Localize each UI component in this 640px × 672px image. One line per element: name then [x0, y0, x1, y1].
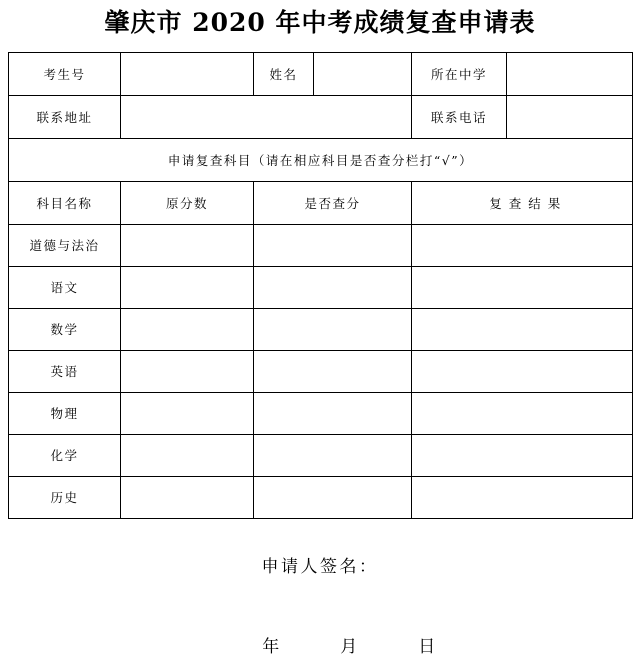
header-recheck-flag: 是否查分 — [254, 182, 412, 225]
recheck-flag-cell[interactable] — [254, 225, 412, 267]
table-row — [9, 393, 633, 435]
phone-label: 联系电话 — [412, 96, 507, 139]
candidate-no-field[interactable] — [121, 53, 254, 96]
table-row — [9, 309, 633, 351]
candidate-no-label: 考生号 — [9, 53, 121, 96]
table-row — [9, 351, 633, 393]
subject-name-cell: 语文 — [9, 267, 121, 309]
date-label: 年 月 日 — [262, 637, 438, 657]
address-field[interactable] — [121, 96, 412, 139]
signature-label: 申请人签名： — [261, 557, 379, 577]
subject-name-cell: 道德与法治 — [9, 225, 121, 267]
recheck-flag-cell[interactable] — [254, 351, 412, 393]
recheck-flag-cell[interactable] — [254, 393, 412, 435]
page-title: 肇庆市 2020 年中考成绩复查申请表 — [104, 8, 536, 37]
recheck-result-cell[interactable] — [412, 351, 633, 393]
recheck-flag-cell[interactable] — [254, 477, 412, 519]
original-score-cell[interactable] — [121, 393, 254, 435]
recheck-result-cell[interactable] — [412, 225, 633, 267]
recheck-result-cell[interactable] — [412, 267, 633, 309]
original-score-cell[interactable] — [121, 435, 254, 477]
phone-field[interactable] — [507, 96, 633, 139]
original-score-cell[interactable] — [121, 477, 254, 519]
school-field[interactable] — [507, 53, 633, 96]
table-row — [9, 225, 633, 267]
table-row-contact-info — [9, 96, 633, 139]
instruction-text: 申请复查科目（请在相应科目是否查分栏打“√”） — [9, 139, 633, 182]
table-row-candidate-info — [9, 53, 633, 96]
table-row — [9, 435, 633, 477]
application-form-table — [8, 52, 633, 519]
recheck-result-cell[interactable] — [412, 309, 633, 351]
recheck-flag-cell[interactable] — [254, 309, 412, 351]
school-label: 所在中学 — [412, 53, 507, 96]
name-field[interactable] — [314, 53, 412, 96]
recheck-result-cell[interactable] — [412, 435, 633, 477]
original-score-cell[interactable] — [121, 309, 254, 351]
table-row-instruction — [9, 139, 633, 182]
table-row-subject-header — [9, 182, 633, 225]
recheck-flag-cell[interactable] — [254, 435, 412, 477]
header-subject-name: 科目名称 — [9, 182, 121, 225]
subject-name-cell: 物理 — [9, 393, 121, 435]
table-row — [9, 267, 633, 309]
subject-name-cell: 英语 — [9, 351, 121, 393]
table-row — [9, 477, 633, 519]
address-label: 联系地址 — [9, 96, 121, 139]
recheck-result-cell[interactable] — [412, 477, 633, 519]
subject-name-cell: 化学 — [9, 435, 121, 477]
name-label: 姓名 — [254, 53, 314, 96]
original-score-cell[interactable] — [121, 351, 254, 393]
header-recheck-result: 复 查 结 果 — [412, 182, 633, 225]
original-score-cell[interactable] — [121, 225, 254, 267]
header-original-score: 原分数 — [121, 182, 254, 225]
original-score-cell[interactable] — [121, 267, 254, 309]
subject-name-cell: 历史 — [9, 477, 121, 519]
recheck-result-cell[interactable] — [412, 393, 633, 435]
recheck-flag-cell[interactable] — [254, 267, 412, 309]
subject-name-cell: 数学 — [9, 309, 121, 351]
